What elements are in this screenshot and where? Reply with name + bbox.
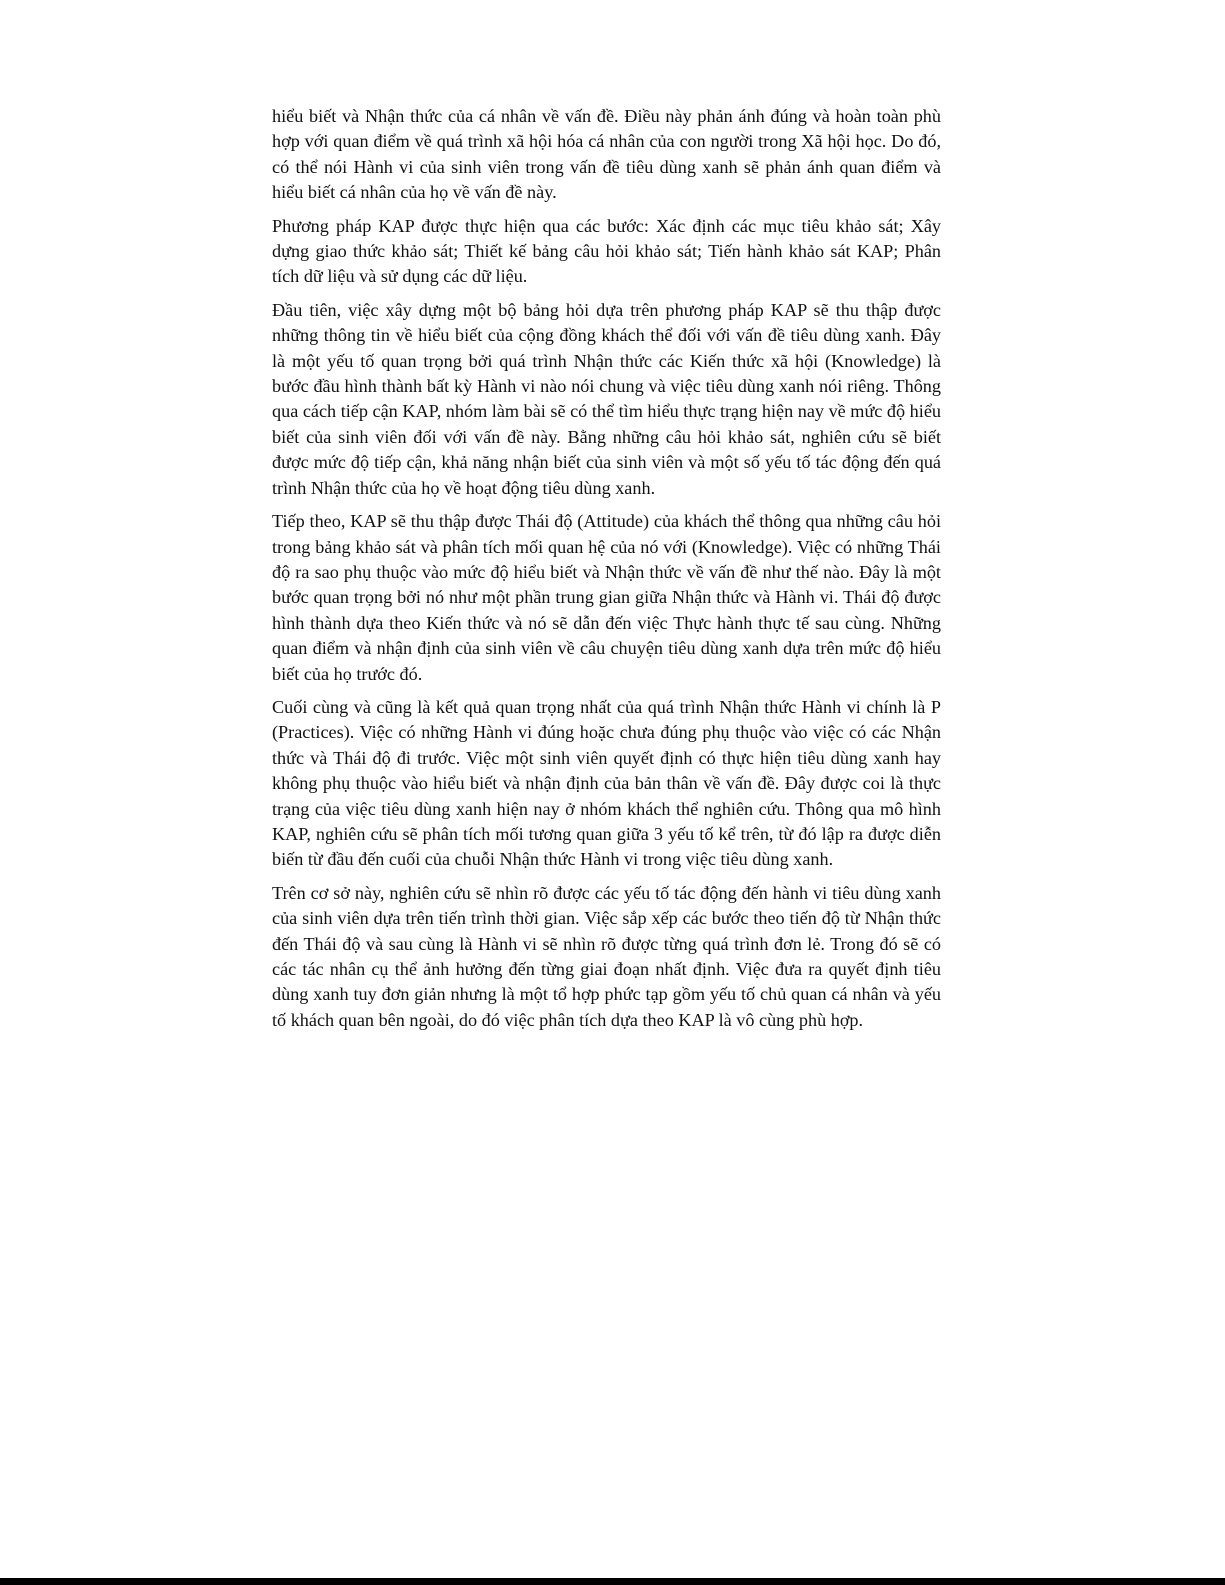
paragraph-practices: Cuối cùng và cũng là kết quả quan trọng nhất của quá trình Nhận thức Hành vi chính là P (Practices). Việc có những Hành vi đúng hoặc chưa đúng phụ thuộc vào việc có các Nhận thức và Thái độ đi trước. Việc một sinh viên quyết định có thực hiện tiêu dùng xanh hay không phụ thuộc vào hiểu biết và nhận định của bản thân về vấn đề. Đây được coi là thực trạng của việc tiêu dùng xanh hiện nay ở nhóm khách thể nghiên cứu. Thông qua mô hình KAP, nghiên cứu sẽ phân tích mối tương quan giữa 3 yếu tố kể trên, từ đó lập ra được diễn biến từ đầu đến cuối của chuỗi Nhận thức Hành vi trong việc tiêu dùng xanh. <box>272 696 941 870</box>
paragraph-attitude: Tiếp theo, KAP sẽ thu thập được Thái độ (Attitude) của khách thể thông qua những câu hỏi trong bảng khảo sát và phân tích mối quan hệ của nó với (Knowledge). Việc có những Thái độ ra sao phụ thuộc vào mức độ hiểu biết và Nhận thức về vấn đề như thế nào. Đây là một bước quan trọng bởi nó như một phần trung gian giữa Nhận thức và Hành vi. Thái độ được hình thành dựa theo Kiến thức và nó sẽ dẫn đến việc Thực hành thực tế sau cùng. Những quan điểm và nhận định của sinh viên về câu chuyện tiêu dùng xanh dựa trên mức độ hiểu biết của họ trước đó. <box>272 511 941 684</box>
paragraph-continuation: hiểu biết và Nhận thức của cá nhân về vấn đề. Điều này phản ánh đúng và hoàn toàn phù hợp với quan điểm về quá trình xã hội hóa cá nhân của con người trong Xã hội học. Do đó, có thể nói Hành vi của sinh viên trong vấn đề tiêu dùng xanh sẽ phản ánh quan điểm và hiểu biết cá nhân của họ về vấn đề này. <box>272 106 941 203</box>
body-text <box>272 104 941 1041</box>
paragraph-knowledge: Đầu tiên, việc xây dựng một bộ bảng hỏi dựa trên phương pháp KAP sẽ thu thập được những thông tin về hiểu biết của cộng đồng khách thể đối với vấn đề tiêu dùng xanh. Đây là một yếu tố quan trọng bởi quá trình Nhận thức các Kiến thức xã hội (Knowledge) là bước đầu hình thành bất kỳ Hành vi nào nói chung và việc tiêu dùng xanh nói riêng. Thông qua cách tiếp cận KAP, nhóm làm bài sẽ có thể tìm hiểu thực trạng hiện nay về mức độ hiểu biết của sinh viên đối với vấn đề này. Bằng những câu hỏi khảo sát, nghiên cứu sẽ biết được mức độ tiếp cận, khả năng nhận biết của sinh viên và một số yếu tố tác động đến quá trình Nhận thức của họ về hoạt động tiêu dùng xanh. <box>272 299 941 498</box>
paragraph-conclusion: Trên cơ sở này, nghiên cứu sẽ nhìn rõ được các yếu tố tác động đến hành vi tiêu dùng xanh của sinh viên dựa trên tiến trình thời gian. Việc sắp xếp các bước theo tiến độ từ Nhận thức đến Thái độ và sau cùng là Hành vi sẽ nhìn rõ được từng quá trình đơn lẻ. Trong đó sẽ có các tác nhân cụ thể ảnh hưởng đến từng giai đoạn nhất định. Việc đưa ra quyết định tiêu dùng xanh tuy đơn giản nhưng là một tổ hợp phức tạp gồm yếu tố chủ quan cá nhân và yếu tố khách quan bên ngoài, do đó việc phân tích dựa theo KAP là vô cùng phù hợp. <box>272 882 941 1030</box>
paragraph-kap-steps: Phương pháp KAP được thực hiện qua các bước: Xác định các mục tiêu khảo sát; Xây dựng giao thức khảo sát; Thiết kế bảng câu hỏi khảo sát; Tiến hành khảo sát KAP; Phân tích dữ liệu và sử dụng các dữ liệu. <box>272 215 941 287</box>
page-bottom-border <box>0 1578 1225 1585</box>
